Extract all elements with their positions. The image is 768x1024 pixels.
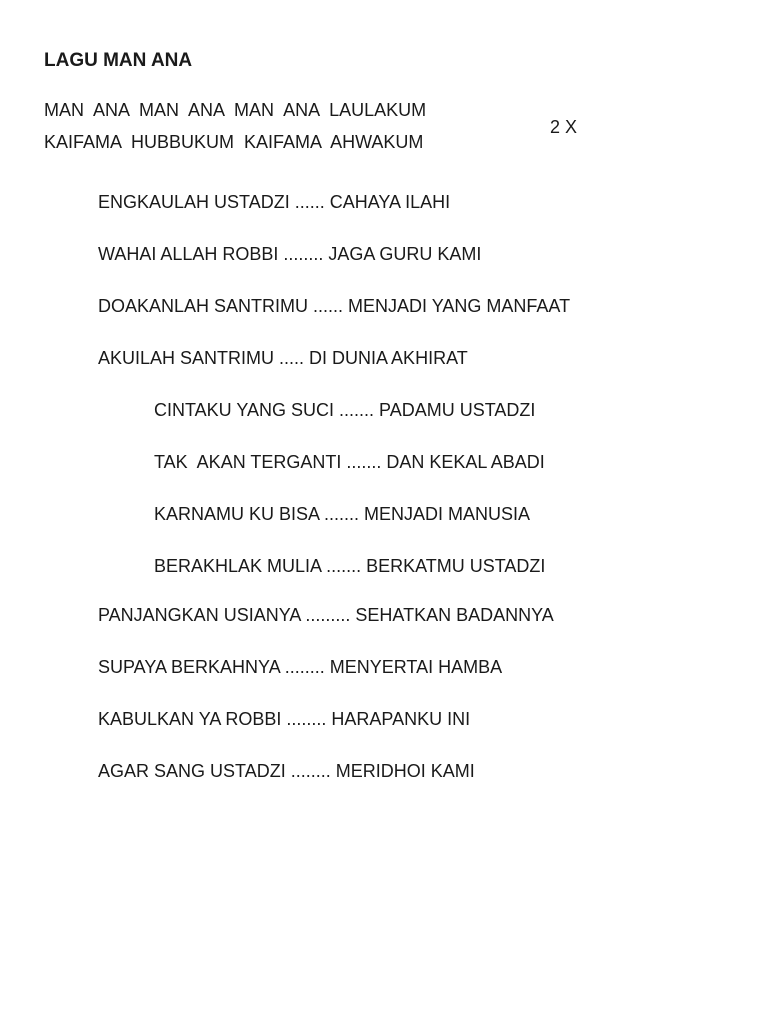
verse-line: AGAR SANG USTADZI ........ MERIDHOI KAMI xyxy=(98,761,475,781)
verse-line: CINTAKU YANG SUCI ....... PADAMU USTADZI xyxy=(154,400,536,420)
verse-line: ENGKAULAH USTADZI ...... CAHAYA ILAHI xyxy=(98,192,451,212)
verse-line: PANJANGKAN USIANYA ......... SEHATKAN BADANNYA xyxy=(98,605,554,625)
chorus-line: MAN ANA MAN ANA MAN ANA LAULAKUM xyxy=(44,100,427,120)
verse-line: TAK AKAN TERGANTI ....... DAN KEKAL ABADI xyxy=(154,452,545,472)
song-title: LAGU MAN ANA xyxy=(44,50,193,71)
verse-line: BERAKHLAK MULIA ....... BERKATMU USTADZI xyxy=(154,556,546,576)
verse-line: AKUILAH SANTRIMU ..... DI DUNIA AKHIRAT xyxy=(98,348,468,368)
verse-line: WAHAI ALLAH ROBBI ........ JAGA GURU KAMI xyxy=(98,244,482,264)
verse-line: DOAKANLAH SANTRIMU ...... MENJADI YANG MANFAAT xyxy=(98,296,571,316)
verse-line: KABULKAN YA ROBBI ........ HARAPANKU INI xyxy=(98,709,471,729)
verse-line: KARNAMU KU BISA ....... MENJADI MANUSIA xyxy=(154,504,531,524)
chorus-repeat-marker: 2 X xyxy=(550,117,578,137)
verse-line: SUPAYA BERKAHNYA ........ MENYERTAI HAMBA xyxy=(98,657,503,677)
chorus-line: KAIFAMA HUBBUKUM KAIFAMA AHWAKUM xyxy=(44,132,424,152)
